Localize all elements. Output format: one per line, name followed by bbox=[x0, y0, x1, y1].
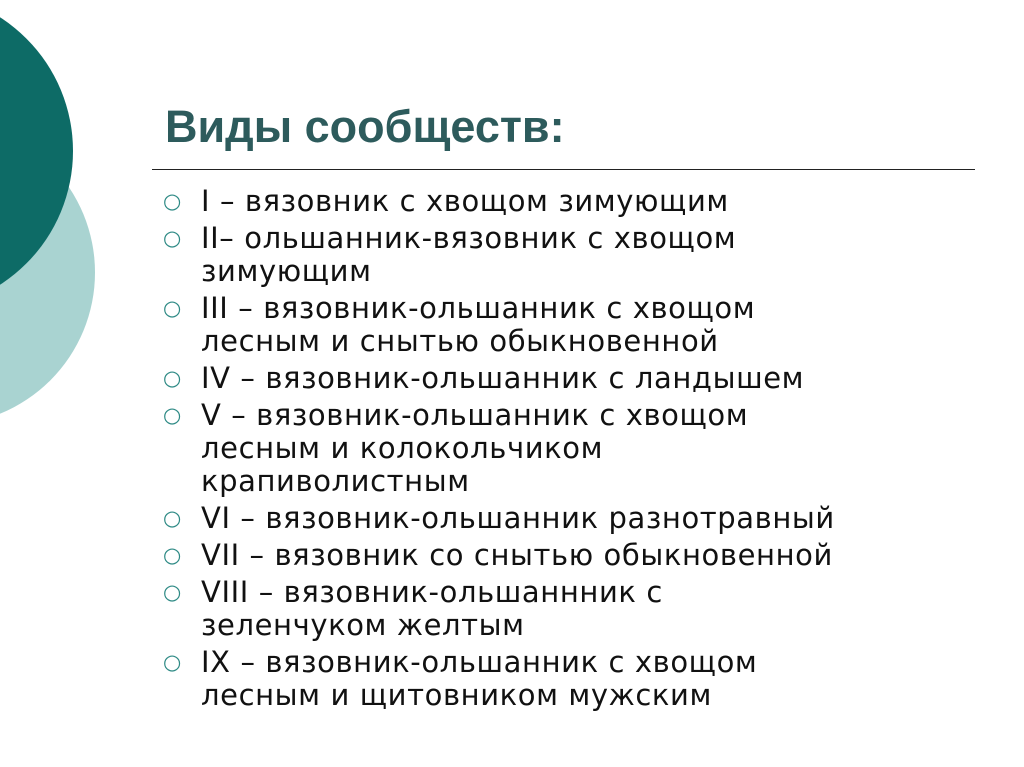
circle-bullet-icon: ○ bbox=[163, 650, 182, 674]
list-item bbox=[163, 185, 1008, 218]
list-item bbox=[163, 502, 1008, 535]
list-item-text: V – вязовник-ольшанник с хвощом лесным и колокольчиком крапиволистным bbox=[201, 398, 749, 498]
list-item bbox=[163, 399, 1008, 498]
list-item-text: III – вязовник-ольшанник с хвощом лесным и снытью обыкновенной bbox=[201, 291, 756, 358]
list-item-text: I – вязовник с хвощом зимующим bbox=[201, 184, 729, 218]
circle-bullet-icon: ○ bbox=[163, 366, 182, 390]
circle-bullet-icon: ○ bbox=[163, 226, 182, 250]
circle-bullet-icon: ○ bbox=[163, 403, 182, 427]
list-item bbox=[163, 222, 1008, 288]
slide-title: Виды сообществ: bbox=[165, 101, 565, 152]
circle-bullet-icon: ○ bbox=[163, 506, 182, 530]
list-item bbox=[163, 362, 1008, 395]
circle-bullet-icon: ○ bbox=[163, 189, 182, 213]
list-item-text: IX – вязовник-ольшанник с хвощом лесным и щитовником мужским bbox=[201, 645, 758, 712]
list-item bbox=[163, 576, 1008, 642]
list-item-text: VII – вязовник со снытью обыкновенной bbox=[201, 538, 833, 572]
circle-bullet-icon: ○ bbox=[163, 543, 182, 567]
list-item bbox=[163, 539, 1008, 572]
list-item bbox=[163, 292, 1008, 358]
title-divider bbox=[152, 169, 975, 170]
community-list bbox=[163, 185, 1008, 716]
list-item-text: IV – вязовник-ольшанник с ландышем bbox=[201, 361, 805, 395]
list-item bbox=[163, 646, 1008, 712]
list-item-text: VI – вязовник-ольшанник разнотравный bbox=[201, 501, 835, 535]
circle-bullet-icon: ○ bbox=[163, 296, 182, 320]
circle-bullet-icon: ○ bbox=[163, 580, 182, 604]
list-item-text: VIII – вязовник-ольшаннник с зеленчуком желтым bbox=[201, 575, 663, 642]
list-item-text: II– ольшанник-вязовник с хвощом зимующим bbox=[201, 221, 737, 288]
